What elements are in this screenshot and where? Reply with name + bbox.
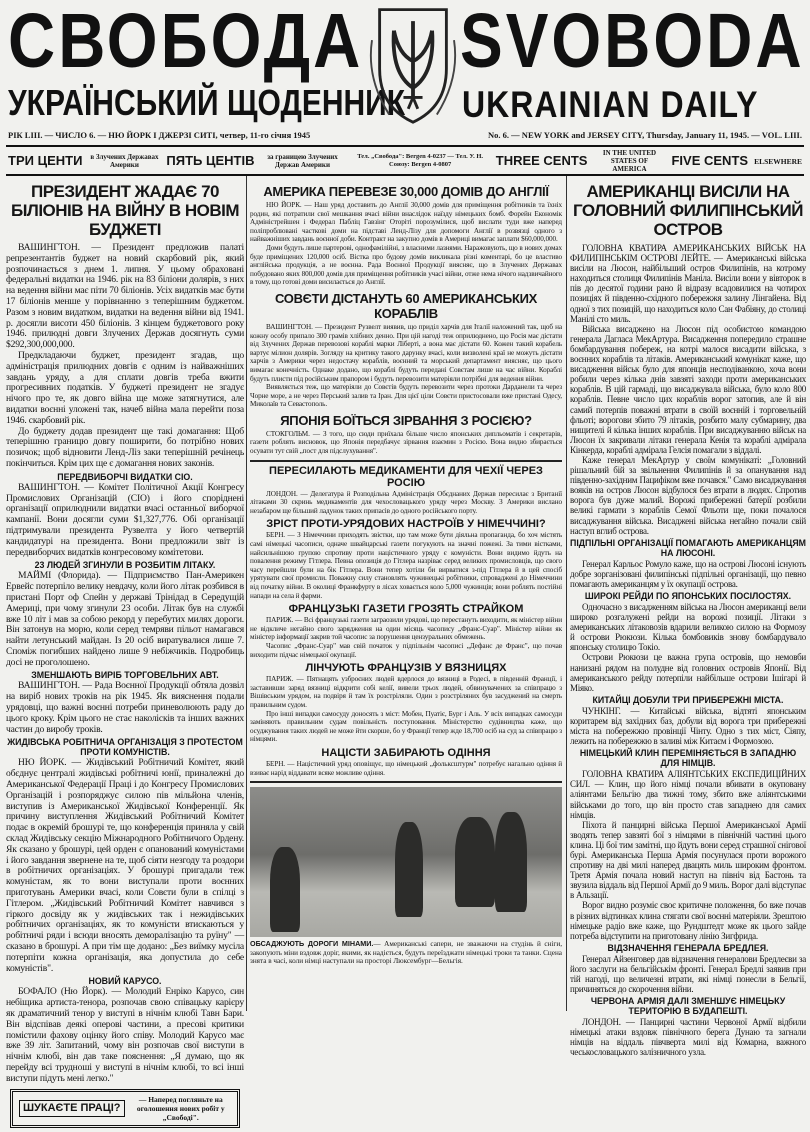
masthead xyxy=(0,0,810,176)
article-paragraph: Каже генерал МекАртур у своїм комунікаті: „Головний рішальний бій за звільнення Филипінів й за опанування над південно-західним Пацифіком вже почався." Само висаджування вояків на остров Люсон відбулося без втрати в людях. Спротив ворога був дуже малий. Ворожі прибережні батерії розбили великі гармати з кораблів Семої Фльоти ще, поки почалося висаджування війська. Висаджені війська негайно почали свій наступ вглиб острова. xyxy=(570,454,806,536)
article-headline: ЗМЕНШАЮТЬ ВИРІБ ТОРГОВЕЛЬНИХ АВТ. xyxy=(31,670,219,681)
title-ukrainian: СВОБОДА xyxy=(8,0,364,84)
price-en-domestic: THREE CENTS xyxy=(495,153,588,168)
article-paragraph: ВАШИНГТОН. — Комітет Політичної Акції Конгресу Промислових Організацій (СІО) і його споріднені організації оприлюднили видатки вчасі останньої виборчої кампанії. Вони досягли суми $1,327,776. Обі організації підтримували президента Рузвелта у його четвертій кандидатурі на президента. Вони предложили звіт із передвиборчих видатків конгресовому комітетови. xyxy=(6,481,244,558)
article-paragraph: Виявляється теж, що матеріяли до Совєтів будуть перевозити через протоки Дарданели та через Чорне море, а не через Перський залив та Іран. Для цієї ціли Совєти пристосовали вже пристані Одесу, Миколаїв та Севастополь. xyxy=(250,383,562,409)
article-headline: АМЕРИКАНЦІ ВИСІЛИ НА ГОЛОВНИЙ ФИЛИПІНСЬКИЙ ОСТРОВ xyxy=(573,182,803,239)
article-paragraph: ВАШИНГТОН. — Рада Воєнної Продукції обтяла дозвіл на виріб нових троків на рік 1945. Як вияснення подали урядовці, що важні воєнні потреби приневолюють раду до цього кроку. Крім цього не стає наколісків та інших важних частин до виробу троків. xyxy=(6,680,244,735)
article-headline: ЗРІСТ ПРОТИ-УРЯДОВИХ НАСТРОЇВ У НІМЕЧЧИНІ? xyxy=(266,518,546,531)
article-headline: 23 ЛЮДЕЙ ЗГИНУЛИ В РОЗБИТІМ ЛІТАКУ. xyxy=(34,560,216,571)
photo-figure xyxy=(270,847,300,932)
article-paragraph: СТОКГОЛЬМ. — З того, що сюди приїхала більше число японських дипльоматів і секретарів, газети роблять висновок, що Японія передбачує зірвання взаємин з Росією. Вона видно збирається осувати тут свій „пост для підслухування". xyxy=(250,429,562,456)
telephones: Тел. „Свобода": Bergen 4-0237 — Тел. У. Н. Союзу: Bergen 4-0807 xyxy=(357,153,484,168)
price-ua-abroad-note: за границею Злучених Держав Америки xyxy=(267,153,338,169)
article-paragraph: ЛОНДОН. — Делегатура й Розподільна Адміністрація Обєднаних Держав пересилає з Британії літаками 30 скринь медикаментів для чехословацького уряду через Москву. З Америки вислано незабаром ще більший ладунок таких припасів до одного російського порту. xyxy=(250,489,562,515)
article-paragraph: БЕРН. — Націстичний уряд оповіщує, що німецький „фольксштурм" потребує нагально одіння й взиває нарід віддавати всяке можливе одіння. xyxy=(250,759,562,777)
column-rule xyxy=(246,176,247,1011)
article xyxy=(250,291,562,409)
article xyxy=(570,695,806,746)
article xyxy=(570,943,806,994)
price-en-domestic-note: IN THE UNITED STATES OF AMERICA xyxy=(602,149,657,173)
article-headline: ПЕРЕСИЛАЮТЬ МЕДИКАМЕНТИ ДЛЯ ЧЕХІЇ ЧЕРЕЗ РОСІЮ xyxy=(269,464,543,489)
article-headline: КИТАЙЦІ ДОБУЛИ ТРИ ПРИБЕРЕЖНІ МІСТА. xyxy=(592,694,784,705)
article xyxy=(250,184,562,287)
article xyxy=(6,472,244,559)
trident-emblem-icon xyxy=(368,2,458,126)
article-paragraph: До буджету додав президент ще такі домагання: Щоб теперішню границю довгу поширити, бо потрібно нових позичок; щоб відновити Ленд-Ліз заки теперішній речінець покінчиться. Крім цих ще є домагання нових законів. xyxy=(6,425,244,469)
article xyxy=(570,182,806,536)
photo-figure xyxy=(455,817,495,907)
photo-caption-title: ОБСАДЖУЮТЬ ДОРОГИ МІНАМИ. xyxy=(250,939,374,949)
dateline-english: No. 6. — NEW YORK and JERSEY CITY, Thursday, January 11, 1945. — VOL. LIII. xyxy=(488,130,802,140)
article-paragraph: Війська висаджено на Люсон під особистою командою генерала Дагласа МекАртура. Висадження попередило страшне бомбардування побереж, на котрі малося висадити війська, з воєнних кораблів та літаків. Американський комунікат каже, що висадження військ було для японців несподіванкою, хоча вони робили через кілька днів завзяті заходи проти американських кораблів. В цій гармаді, що висаджувала війська, було коло 800 кораблів. Певне число цих кораблів ворог затопив, але й він самий потерпів поважні втрати в своїй воєнній і торговельній фльоті; ворогови збито 79 літаків, розбито малу субмарину, два нищителі й кілька інших кораблів. При висаджуванню військ на Люсон їх закривали літаки генерала Кенія та кораблі адмірала Кінкерда, кораблі адмірала Гелсія помагали з віддалі. xyxy=(570,323,806,455)
news-photo xyxy=(250,787,562,937)
dateline xyxy=(8,129,802,143)
article-headline: ПЕРЕДВИБОРЧІ ВИДАТКИ СІО. xyxy=(57,471,193,482)
article-headline: ВІДЗНАЧЕННЯ ГЕНЕРАЛА БРЕДЛЕЯ. xyxy=(607,942,769,953)
title-english: SVOBODA xyxy=(460,0,805,84)
dateline-ukrainian: РІК LIII. — ЧИСЛО 6. — НЮ ЙОРК І ДЖЕРЗІ СИТІ, четвер, 11-го січня 1945 xyxy=(8,130,311,140)
article-headline: ЯПОНІЯ БОЇТЬСЯ ЗІРВАННЯ З РОСІЄЮ? xyxy=(280,412,532,428)
article xyxy=(250,465,562,516)
article-headline: ФРАНЦУЗЬКІ ГАЗЕТИ ГРОЗЯТЬ СТРАЙКОМ xyxy=(288,603,524,616)
subtitle-english: UKRAINIAN DAILY xyxy=(462,83,759,126)
photo-caption-text: — Американські сапери, не зважаючи на студінь й сніги, закопують міни вздовж доріг, якими, як надіється, будуть переїзджати німецькі троки та танки. Сцена знята в часі, коли німці наступали на просторі Люксембург—Бельгія. xyxy=(250,940,562,966)
article-paragraph: Одночасно з висадженням війська на Люсон американці вели широко розгалужені рейди на ворожі позиції. Літаки з американських літаковозів вдарили великою силою на Формозу й острови Рюкюзи. Кілька бомбовиків знову бомбардувало японську столицю Токіо. xyxy=(570,602,806,653)
article-headline: АМЕРИКА ПЕРЕВЕЗЕ 30,000 ДОМІВ ДО АНГЛІЇ xyxy=(263,184,549,199)
article-paragraph: БЕРН. — З Німеччини приходять звістки, що там може бути діяльна пропаганда, бо хоч містять самі німецькі часописи, одначе швайцарські газети погукують на значні пожежі. За тими вістками, найсильнішою групою спротиву проти націстичного уряду є комуністи. Вони видимо йдуть на повалення режиму Гітлера. Певна опозиція до Гітлера назріває серед великих промисловців, що свого часу перейшли були на бік Гітлера. Вони тепер хотіли би вирватися з-під Гітлера й в цей спосіб урятувати свої промисли. Поважну силу становлять чужинецькі робітники, спроваджені до Німеччини від початку війни. В околиці Франкфурту в лісах ховається коло 5,000 чужинців; вони роблять постійні напади на села й фарми. xyxy=(250,531,562,600)
article-headline: ШИРОКІ РЕЙДИ ПО ЯПОНСЬКИХ ПОСІЛОСТЯХ. xyxy=(584,591,792,601)
article-paragraph: МАЙМІ (Флорида). — Підприємство Пан-Америкен Ервейс потерпіло велику невдачу, коли його літак розбився в пристані Порт оф Спейн у державі Трінідад в Середущій Америці, при чому згинули 23 особи. Літак був на службі вже 10 літ і мав за собою рекорд у перебутих милях дороги. Він затонув на морю, коли серед темряви пільот намагався найти летунський майдан. Із 20 осіб виратувалися лише 7. Споміж погибших найдено лише 9 небіжчиків. Подробиць досі не проголошено. xyxy=(6,570,244,668)
article-headline: СОВЄТИ ДІСТАНУТЬ 60 АМЕРИКАНСЬКИХ КОРАБЛІВ xyxy=(275,290,537,321)
article xyxy=(6,976,244,1084)
jobs-ad-title: ШУКАЄТЕ ПРАЦІ? xyxy=(19,1100,125,1117)
article-headline: ПІДПІЛЬНІ ОРГАНІЗАЦІЇ ПОМАГАЮТЬ АМЕРИКАНЦЯМ НА ЛЮСОНІ. xyxy=(570,537,806,558)
article-paragraph: ГОЛОВНА КВАТИРА АЛІЯНТСЬКИХ ЕКСПЕДИЦІЙНИХ СИЛ. — Клин, що його німці почали вбивати в окуповану аліянтами Бельгію два тижні тому, збито вже аліянтськими військами до того, що він просто став западнею для самих німців. xyxy=(570,769,806,820)
jobs-ad-box xyxy=(10,1089,240,1128)
article xyxy=(570,748,806,941)
article-headline: ЖИДІВСЬКА РОБІТНИЧА ОРГАНІЗАЦІЯ З ПРОТЕСТОМ ПРОТИ КОМУНІСТІВ. xyxy=(7,737,243,758)
article xyxy=(250,518,562,600)
divider xyxy=(6,174,804,176)
article xyxy=(570,538,806,589)
article-headline: НАЦІСТИ ЗАБИРАЮТЬ ОДІННЯ xyxy=(321,746,491,759)
article-paragraph: Предкладаючи буджет, президент згадав, що адміністрація прилюдних довгів є одним із найважніших завдань уряду, а для сплати довгів треба вжити прогресивних податків. У буджеті президент не згадує нічого про те, як довго війна ще може затягнутися, але видатки воєнні уложені так, начеб війна мала перейти поза 1946. скарбовий рік. xyxy=(6,349,244,426)
article-paragraph: ГОЛОВНА КВАТИРА АМЕРИКАНСЬКИХ ВІЙСЬК НА ФИЛИПІНСЬКІМ ОСТРОВІ ЛЕЙТЕ. — Американські війська висіли на Люсон, найбільший остров Филипінів, на котрому находиться столиця Филипінів Маніла. Висіли вони у вівторок в пів до десятої години рано й відразу всадовилися на чотирох позиціях й південно-східного побережжя залину Лінгайена. Від одної з тих позицій, що находиться коло Сан Фабіяну, до столиці Манілі сто миль. xyxy=(570,243,806,324)
price-ua-domestic-note: в Злучених Державах Америки xyxy=(90,153,159,169)
article xyxy=(250,662,562,744)
price-ua-domestic: ТРИ ЦЕНТИ xyxy=(8,153,83,168)
article-paragraph: ВАШИНГТОН. — Президент Рузвелт виявив, що приділ харчів для Італії наложений так, щоб на кожну особу припало 300 грамів хлібних денно. При цій нагоді теж оприлюднено, що Росія має дістати від Злучених Держав перевозові кораблі марки Ліберті, а вона має дістати 60. Кожен такий корабель вартує мілион долярів. Зогляду на критику такого дарунку вчасі, коли визволені краї не можуть дістати харчів з Америки через недостачу кораблів, воєнний та морський департамент виясняє, що цього вимагає конечність. Однаке додано, що кораблі будуть передані Совєтам лише на час війни. Кораблі будуть плисти під російським прапором і будуть перевозити матеріяли потрібні для ведення війни. xyxy=(250,322,562,383)
divider xyxy=(6,145,804,147)
article-headline: НІМЕЦЬКИЙ КЛИН ПЕРЕМІНЯЄТЬСЯ В ЗАПАДНЮ ДЛЯ НІМЦІВ. xyxy=(579,748,797,769)
article-paragraph: Генерал Карльос Ромуло каже, що на острові Люсоні існують добре зорганізовані филипінські підпільні організації, що певно помагають американцям у їх окупації острова. xyxy=(570,558,806,589)
column-rule xyxy=(566,176,567,1011)
article-paragraph: Піхота й панцирні війська Першої Американської Армії зводять тепер завзяті бої з німцями в північній частині цього клина. Ці бої тим замітні, що йдуть вони серед страшної снігової бурі. Американська Перша Армія посунулася проти ворожого спротиву на дві милі наперед двацять миль широким фронтом. Третя Армія почала новий наступ на північ від Бастонь та звузила віддаль від Першої Армії до 9 миль. Ворог далі відступає в Альзації. xyxy=(570,819,806,901)
article-paragraph: ЧУНКІНГ. — Китайські війська, відтяті японським коритарем від західних баз, добули від ворога три прибережні міста на побережжю провінції Чінту. Одно з тих міст, Сіяпу, лежить на побережжю в заливі між Китаєм і Формозою. xyxy=(570,705,806,747)
photo-figure xyxy=(395,822,423,917)
article xyxy=(6,560,244,668)
jobs-ad-text: — Наперед погляньте на оголошення нових робіт у „Свободі". xyxy=(136,1094,225,1122)
price-band xyxy=(8,149,802,173)
article-headline: ПРЕЗИДЕНТ ЖАДАЄ 70 БІЛІОНІВ НА ВІЙНУ В НОВІМ БУДЖЕТІ xyxy=(10,182,240,239)
article-paragraph: НЮ ЙОРК. — Наш уряд доставить до Англії 30,000 домів для приміщення робітників та їхніх родин, які потратили свої мешкання вчасі війни внаслідок наїзду німецьких бомб. Форейн Економік Адміністрейшен і Федерал Пабліц Гавзінг Оторіті порозумілися, щоб вислати туди вже наперед поліпроблювані часткові доми на підставі Ленд-Лізу для допомоги Англії в розвязці одного з найважніших завдань воєнної доби. Контракт на закупно домів в Америці вимагає заплати $60,000,000. xyxy=(250,201,562,244)
subtitle-ukrainian: УКРАЇНСЬКИЙ ЩОДЕННИК xyxy=(8,83,406,124)
article-paragraph: Ворог видно розуміє своє критичне положення, бо вже почав в різних відтинках клина стягати свої воєнні матеріяли. Зрештою німецьке радіо вже каже, що Рундштедт може як цього зайде потреба відступити на приготовану лінію Зигфрида. xyxy=(570,900,806,941)
article xyxy=(250,413,562,456)
divider xyxy=(250,460,562,462)
article-paragraph: Доми будуть лише партерові, однофамілійні, з власними лазнями. Наражовують, що в нових домах буде приміщених 120,000 осіб. Вістка про будову домів викликала різні коментарі, бо це властиво англійська продукція, а не воєнна. Рада Воєнної Продукції виясняє, що в Злучених Державах побудовано яких 800,000 домів для приміщення робітників учасі війни, отже нема нічого надзвичайного в тому, що готові доми висилається до Англії. xyxy=(250,243,562,287)
article-paragraph: БОФАЛО (Ню Йорк). — Молодий Енріко Карусо, син небіщика артиста-тенора, розпочав свою співацьку карієру як драматичний тенор у виступі в нічнім клюбі Тавн Бари. Він відспівав деякі оперові частини, а пресові критики помістили фахову оцінку його співу. Молодий Карусо має вже 39 літ. Запитаний, чому він розпочав свої виступи в нічнім клюбі, він дав таке пояснення: „Я думаю, що як перейду всі трудноші у виступі в нічнім клюбі, то всі інші виступи підуть мені легко." xyxy=(6,986,244,1084)
price-en-abroad: FIVE CENTS xyxy=(671,153,749,168)
article-paragraph: Острови Рюкюзи це важна група островів, що немовби нанизані рядом на полудне від головних островів Японії. Від американського рейду потерпіли найбільше острови Ішігарі й Міяко. xyxy=(570,652,806,693)
divider xyxy=(250,781,562,783)
article-paragraph: ПАРИЖ. — Всі французькі газети заграозили урядові, що перестануть виходити, як міністер війни не відкличе негайно свого зарядження на один місяць часопису „Франс-Суар". Міністер війни як міністер інформації закрив той часопис за порушення цензуральних обмежень. xyxy=(250,616,562,642)
article xyxy=(250,747,562,777)
article xyxy=(6,670,244,735)
article xyxy=(6,737,244,974)
article-paragraph: Часопис „Франс-Суар" мав свій початок у підпільнім часописі „Дефанс де Франс", що почав виходити підчас німецької окупації. xyxy=(250,641,562,659)
article-headline: ЛІНЧУЮТЬ ФРАНЦУЗІВ У ВЯЗНИЦЯХ xyxy=(305,662,507,675)
article xyxy=(570,996,806,1057)
article-headline: НОВИЙ КАРУСО. xyxy=(88,976,162,987)
price-ua-abroad: ПЯТЬ ЦЕНТІВ xyxy=(166,153,255,168)
column-middle xyxy=(250,180,562,966)
price-en-abroad-note: ELSEWHERE xyxy=(754,156,802,166)
column-right xyxy=(570,180,806,1058)
column-left xyxy=(6,180,244,1132)
article-paragraph: ЛОНДОН. — Панцирні частини Червоної Армії відбили німецькі атаки вздовж північного берега Дунаю та загнали німців на віддаль півчверта милі від Комарна, важного чеськословацького залізничного узла. xyxy=(570,1017,806,1058)
article-headline: ЧЕРВОНА АРМІЯ ДАЛІ ЗМЕНШУЄ НІМЕЦЬКУ ТЕРИТОРІЮ В БУДАПЕШТІ. xyxy=(590,996,786,1017)
photo-figure xyxy=(495,812,527,912)
article xyxy=(250,603,562,659)
article xyxy=(6,182,244,470)
article-paragraph: НЮ ЙОРК. — Жидівський Робітничий Комітет, який обєднує централі жидівські робітничі юнії, приналежні до Американської Федерації Праці і до Конгресу Промислових Організацій і розпоряджує силою пів мільйона членів, виступив із Американської Жидівської Конференції. Як причину виступлення Жидівський Робітничий Комітет подає в окремій брошурі те, що конференція приняла у свій склад Жидівську секцію Міжнародного Робітничого Ордену. Як сказано у брошурі, цей орден є опанований комуністами і його завдання звернене на те, щоб сіяти незгоду та роздори в робітничих організаціях. У брошурі пригадали теж комуністам, як то вони виступали проти воєнних приготувань Америки вчасі, коли Совєти були в спілці з Гітлером. „Жидівський Робітничий Комітет навчився з гіркого досвіду як у жидівських так і нежидівських робітничих організаціях, як то комуністи втискаються у робітничі ряди і всюди вносять деморалізацію та руїну" — сказано в брошурі. А при тім ще додано: „Без виїмку мусіла потерпіти кожна організація, яка допустила до себе комуністів". xyxy=(6,757,244,974)
photo-caption xyxy=(250,940,562,966)
article xyxy=(570,591,806,693)
article-paragraph: Про інші випадки самосуду доносять з міст: Мобен, Пуатіє, Бург і Аль. У всіх випадках самосуди заміняють правильним судам повільність поступовання. Міністерство судівництва каже, що осуджування таких людей не може йти скорше, бо у Франції тепер жде 18,700 осіб на суд за співпрацю з німцями. xyxy=(250,709,562,744)
article-paragraph: Генерал Айзенговер дав відзначення генералови Бредлеєви за його заслуги на бельгійськім фронті. Генерал Бредлі заявив при тій нагоді, що величезні втрати, які німці понесли в Бельгії, причиняться до скорочення війни. xyxy=(570,953,806,995)
article-paragraph: ПАРИЖ. — Пятнацять узброєних людей вдерлося до вязниці в Родесі, в південній Франції, і заставивши заряд вязниці відкрити собі келії, вивели трьох людей, обвинувачених за співпрацю з Вішівським урядом, на подвіря й там їх розстріляли. Один з розстріляних був засуджений на смерть правильним судом. xyxy=(250,675,562,709)
article-paragraph: ВАШИНГТОН. — Президент предложив палаті репрезентантів буджет на новий скарбовий рік, який розпочинається з днем 1. липня. У цьому обраховані федеральні видатки на 1946. рік на 83 біліони долярів, з них на ведення війни має піти 70 біліонів. Усіх видатків має бути 17 біліонів менше у порівнанню з теперішним буджетом. Разом з новим видатком, видатки на ведення війни від 1941. р. досягли висоти 450 біліонів. З кінцем буджетового року 1946. прилюдні довги Злучених Держав досягнуть суми $292,300,000,000. xyxy=(6,242,244,351)
